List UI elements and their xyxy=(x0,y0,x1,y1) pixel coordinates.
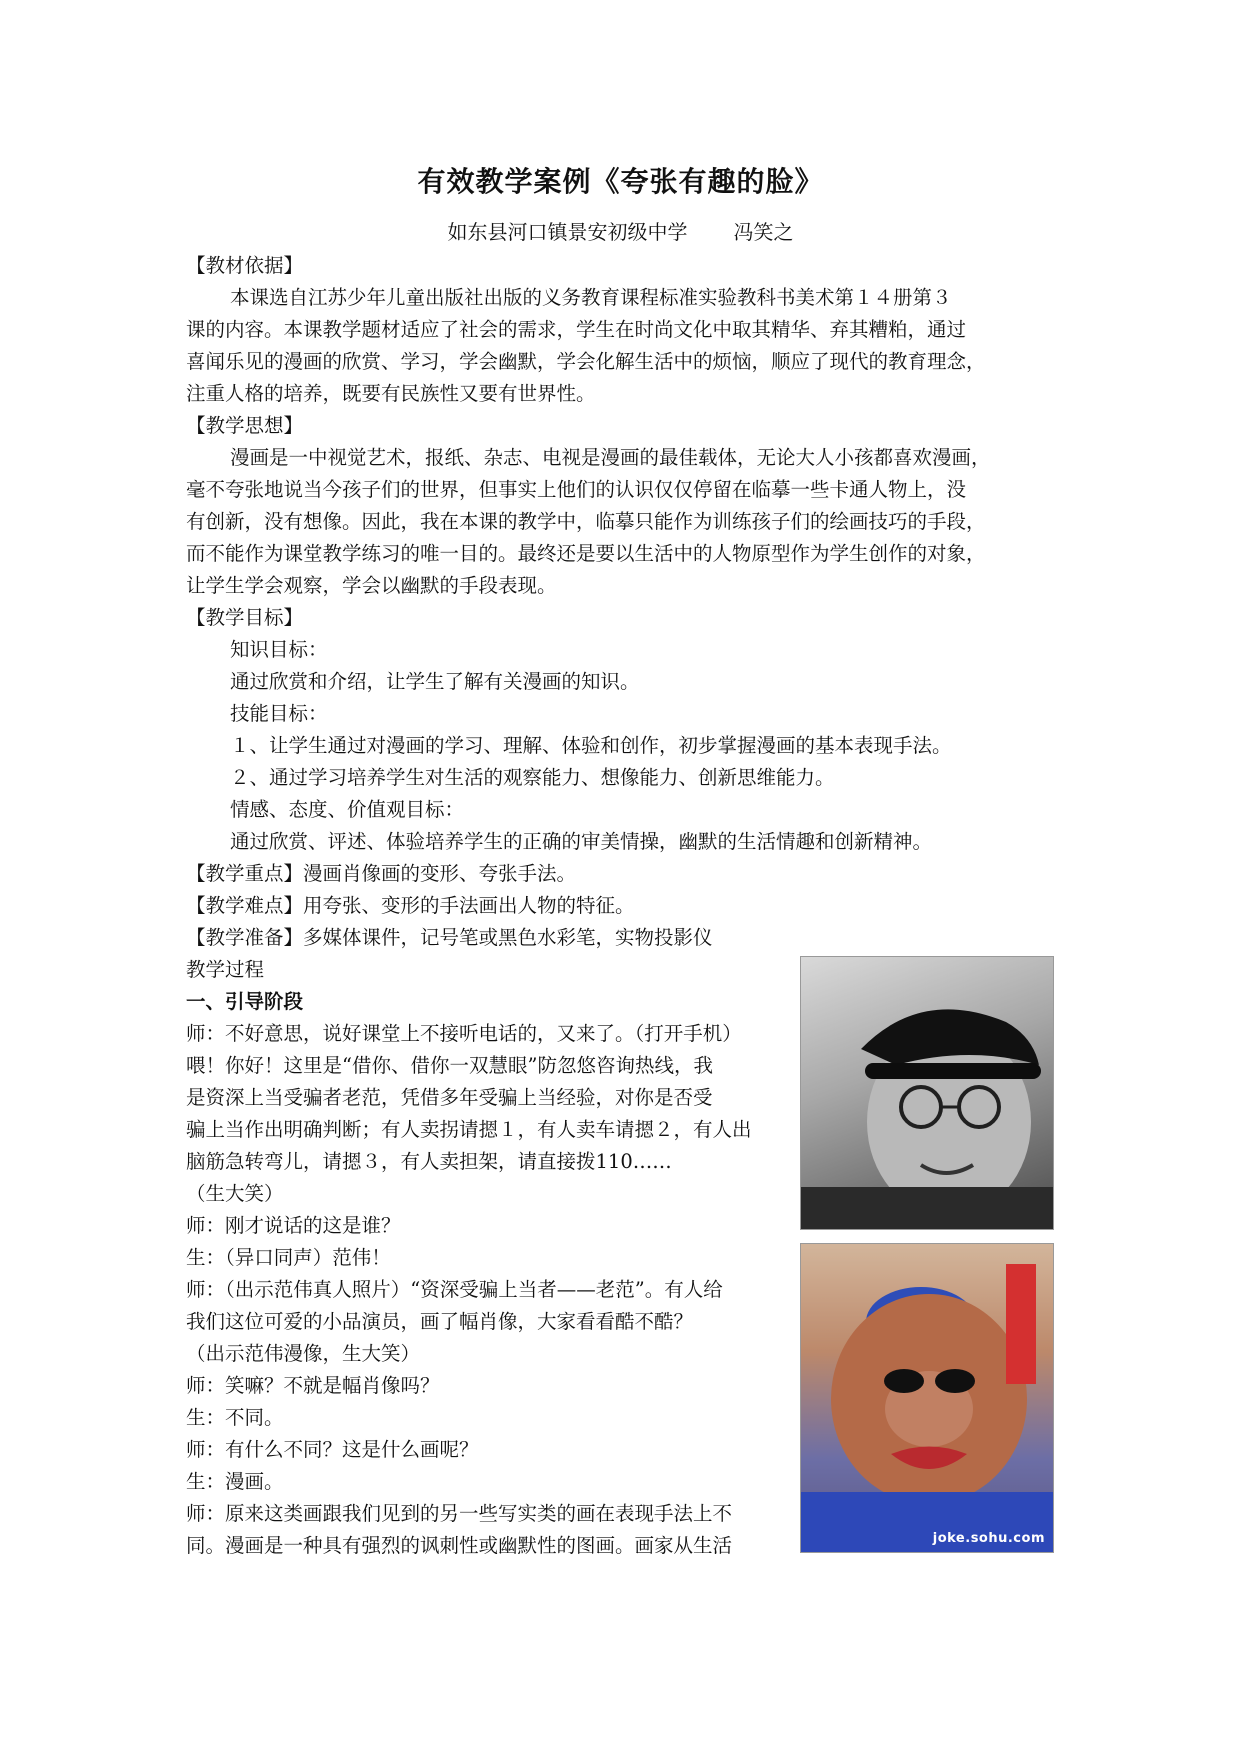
dialogue-line: 生：不同。 xyxy=(186,1406,284,1429)
paragraph-line: 情感、态度、价值观目标： xyxy=(230,798,465,821)
caricature-illustration xyxy=(801,1244,1053,1552)
dialogue-line: （生大笑） xyxy=(186,1182,284,1205)
paragraph-line: 课的内容。本课教学题材适应了社会的需求，学生在时尚文化中取其精华、弃其糟粕，通过 xyxy=(186,318,967,341)
paragraph-line: ２、通过学习培养学生对生活的观察能力、想像能力、创新思维能力。 xyxy=(230,766,835,789)
paragraph-line: 通过欣赏和介绍，让学生了解有关漫画的知识。 xyxy=(230,670,640,693)
dialogue-line: 生：（异口同声）范伟！ xyxy=(186,1246,391,1269)
dialogue-line: 师：不好意思，说好课堂上不接听电话的，又来了。（打开手机） xyxy=(186,1022,742,1045)
dialogue-line: 师：有什么不同？这是什么画呢？ xyxy=(186,1438,479,1461)
paragraph-line: 【教学难点】用夸张、变形的手法画出人物的特征。 xyxy=(186,894,635,917)
paragraph-line: 喜闻乐见的漫画的欣赏、学习，学会幽默，学会化解生活中的烦恼，顺应了现代的教育理念， xyxy=(186,350,986,373)
dialogue-line: 我们这位可爱的小品演员，画了幅肖像，大家看看酷不酷？ xyxy=(186,1310,694,1333)
paragraph-line: 而不能作为课堂教学练习的唯一目的。最终还是要以生活中的人物原型作为学生创作的对象， xyxy=(186,542,986,565)
paragraph-line: 通过欣赏、评述、体验培养学生的正确的审美情操，幽默的生活情趣和创新精神。 xyxy=(230,830,933,853)
paragraph-line: 注重人格的培养，既要有民族性又要有世界性。 xyxy=(186,382,596,405)
dialogue-line: 师：笑嘛？不就是幅肖像吗？ xyxy=(186,1374,440,1397)
dialogue-line: 脑筋急转弯儿，请摁３，有人卖担架，请直接拨110…… xyxy=(186,1150,672,1173)
caricature-photo xyxy=(800,1243,1054,1553)
paragraph-line: 本课选自江苏少年儿童出版社出版的义务教育课程标准实验教科书美术第１４册第３ xyxy=(230,286,952,309)
dialogue-line: 师：原来这类画跟我们见到的另一些写实类的画在表现手法上不 xyxy=(186,1502,733,1525)
dialogue-line: （出示范伟漫像，生大笑） xyxy=(186,1342,421,1365)
dialogue-line: 同。漫画是一种具有强烈的讽刺性或幽默性的图画。画家从生活 xyxy=(186,1534,733,1557)
document-title: 有效教学案例《夸张有趣的脸》 xyxy=(417,165,824,198)
paragraph-line: 让学生学会观察，学会以幽默的手段表现。 xyxy=(186,574,557,597)
author-name: 冯笑之 xyxy=(733,220,794,244)
paragraph-line: 有创新，没有想像。因此，我在本课的教学中，临摹只能作为训练孩子们的绘画技巧的手段， xyxy=(186,510,986,533)
dialogue-line: 师：刚才说话的这是谁？ xyxy=(186,1214,401,1237)
paragraph-line: 漫画是一中视觉艺术，报纸、杂志、电视是漫画的最佳载体，无论大人小孩都喜欢漫画， xyxy=(230,446,991,469)
paragraph-line: １、让学生通过对漫画的学习、理解、体验和创作，初步掌握漫画的基本表现手法。 xyxy=(230,734,952,757)
subsection-heading: 一、引导阶段 xyxy=(186,990,304,1013)
dialogue-line: 师：（出示范伟真人照片）“资深受骗上当者——老范”。有人给 xyxy=(186,1278,723,1301)
paragraph-line: 【教学重点】漫画肖像画的变形、夸张手法。 xyxy=(186,862,577,885)
portrait-photo xyxy=(800,956,1054,1230)
section-heading: 【教学思想】 xyxy=(186,414,304,437)
author-line xyxy=(0,216,1241,245)
section-heading: 【教材依据】 xyxy=(186,254,304,277)
paragraph-line: 毫不夸张地说当今孩子们的世界，但事实上他们的认识仅仅停留在临摹一些卡通人物上，没 xyxy=(186,478,967,501)
paragraph-line: 【教学准备】多媒体课件，记号笔或黑色水彩笔，实物投影仪 xyxy=(186,926,713,949)
dialogue-line: 生：漫画。 xyxy=(186,1470,284,1493)
paragraph-line: 教学过程 xyxy=(186,958,265,981)
dialogue-line: 是资深上当受骗者老范，凭借多年受骗上当经验，对你是否受 xyxy=(186,1086,713,1109)
dialogue-line: 骗上当作出明确判断；有人卖拐请摁１，有人卖车请摁２，有人出 xyxy=(186,1118,752,1141)
watermark: joke.sohu.com xyxy=(932,1531,1045,1546)
section-heading: 【教学目标】 xyxy=(186,606,304,629)
paragraph-line: 知识目标： xyxy=(230,638,328,661)
dialogue-line: 喂！你好！这里是“借你、借你一双慧眼”防忽悠咨询热线，我 xyxy=(186,1054,713,1077)
paragraph-line: 技能目标： xyxy=(230,702,328,725)
author-school: 如东县河口镇景安初级中学 xyxy=(447,220,688,244)
portrait-photo-illustration xyxy=(801,957,1053,1229)
